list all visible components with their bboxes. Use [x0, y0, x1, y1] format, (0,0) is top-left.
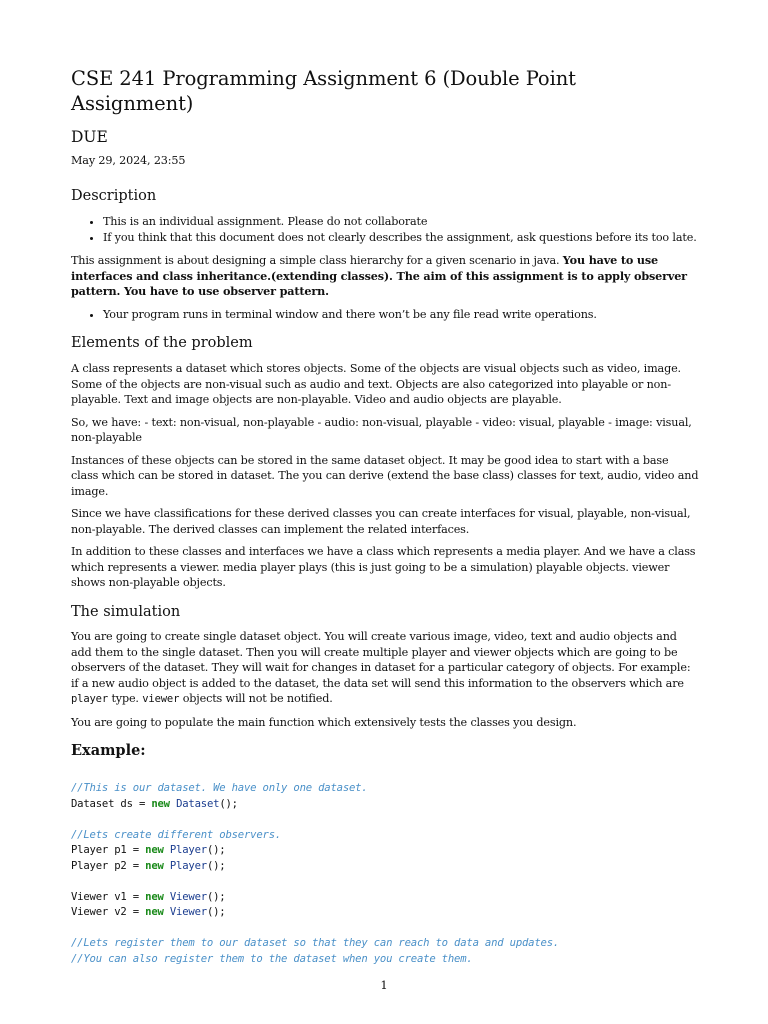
code-type: Player	[169, 859, 207, 872]
code-text: Viewer v1 =	[71, 890, 146, 903]
inline-code: viewer	[142, 693, 180, 706]
paragraph	[71, 629, 699, 708]
code-type: Viewer	[169, 890, 207, 903]
code-comment: //You can also register them to the dataset when you create them.	[71, 952, 473, 965]
code-keyword: new	[145, 906, 164, 919]
code-text: ();	[206, 906, 226, 919]
paragraph: Instances of these objects can be stored in the same dataset object. It may be good idea to start with a base class which can be stored in dataset. The you can derive (extend the base class) classes for text, audio, video and image.	[71, 453, 699, 498]
code-text: ();	[206, 859, 226, 872]
paragraph: A class represents a dataset which stores objects. Some of the objects are visual objects such as video, image. Some of the objects are non-visual such as audio and text. Objects are also categorized into playable or non-playable. Text and image objects are non-playable. Video and audio objects are playable.	[71, 362, 681, 407]
list-item: • If you think that this document does not clearly describes the assignment, ask questions before its too late.	[103, 230, 699, 246]
paragraph: In addition to these classes and interfaces we have a class which represents a media player. And we have a class which represents a viewer. media player plays (this is just going to be a simulation) playable objects. viewer shows non-playable objects.	[71, 545, 696, 590]
code-comment: //This is our dataset. We have only one dataset.	[71, 782, 368, 795]
terminal-bullet-list	[71, 307, 699, 323]
code-keyword: new	[145, 844, 164, 857]
code-type: Dataset	[176, 797, 220, 810]
code-text: Dataset ds =	[71, 797, 152, 810]
paragraph: So, we have: - text: non-visual, non-playable - audio: non-visual, playable - video: visual, playable - image: visual, non-playable	[71, 415, 692, 445]
code-keyword: new	[151, 797, 170, 810]
due-heading: DUE	[71, 127, 108, 146]
paragraph-text: This assignment is about designing a simple class hierarchy for a given scenario in java.	[71, 254, 560, 268]
code-text: ();	[206, 890, 226, 903]
code-comment: //Lets create different observers.	[71, 828, 282, 841]
elements-heading: Elements of the problem	[71, 335, 253, 352]
due-date: May 29, 2024, 23:55	[71, 153, 186, 167]
code-text: Player p2 =	[71, 859, 146, 872]
code-type: Viewer	[169, 906, 207, 919]
code-keyword: new	[145, 890, 164, 903]
list-item: • This is an individual assignment. Please do not collaborate	[103, 214, 699, 230]
example-heading: Example:	[71, 742, 146, 760]
simulation-section	[71, 603, 699, 731]
description-heading: Description	[71, 188, 157, 205]
code-block	[71, 781, 699, 967]
code-text: Viewer v2 =	[71, 906, 146, 919]
elements-section	[71, 334, 699, 590]
list-item: • Your program runs in terminal window and there won’t be any file read write operations.	[103, 307, 699, 323]
document-page	[71, 66, 699, 967]
document-title: CSE 241 Programming Assignment 6 (Double Point Assignment)	[71, 67, 576, 116]
bold-requirement-text: You have to use interfaces and class inheritance.(extending classes). The aim of this assignment is to apply observer pattern. You have to use observer pattern.	[71, 253, 687, 299]
code-comment: //Lets register them to our dataset so that they can reach to data and updates.	[71, 937, 560, 950]
paragraph: You are going to populate the main function which extensively tests the classes you design.	[71, 715, 577, 729]
paragraph-text: You are going to create single dataset object. You will create various image, video, text and audio objects and add them to the single dataset. Then you will create multiple player and viewer objects which are going to be observers of the dataset. They will wait for changes in dataset for a particular category of objects. For example: if a new audio object is added to the dataset, the data set will send this information to the observers which are	[71, 630, 691, 690]
code-text: Player p1 =	[71, 844, 146, 857]
page-number: 1	[380, 978, 388, 992]
code-text: ();	[219, 797, 238, 810]
description-bullets	[71, 214, 699, 245]
description-paragraph	[71, 253, 699, 300]
inline-code: player	[71, 693, 109, 706]
paragraph-text: objects will not be notified.	[182, 692, 333, 706]
simulation-heading: The simulation	[71, 603, 181, 620]
code-text: ();	[206, 844, 226, 857]
example-section	[71, 742, 699, 967]
paragraph-text: type.	[111, 692, 139, 706]
code-type: Player	[169, 844, 207, 857]
paragraph: Since we have classifications for these derived classes you can create interfaces for visual, playable, non-visual, non-playable. The derived classes can implement the related interfaces.	[71, 507, 691, 536]
code-keyword: new	[145, 859, 164, 872]
